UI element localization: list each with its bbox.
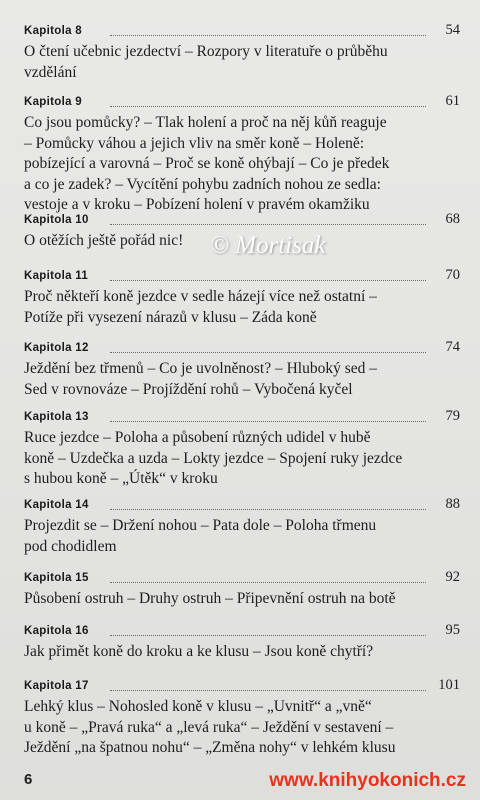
chapter-label: Kapitola 11 — [24, 270, 89, 282]
chapter-label: Kapitola 15 — [24, 572, 89, 584]
chapter-description — [24, 359, 460, 400]
toc-entry — [24, 408, 460, 490]
toc-entry — [24, 267, 460, 328]
dotted-leader — [110, 224, 426, 225]
chapter-label: Kapitola 16 — [24, 625, 89, 637]
toc-entry — [24, 622, 460, 663]
toc-entry-header — [24, 677, 460, 695]
description-line: Sed v rovnováze – Projíždění rohů – Vybočená kyčel — [24, 380, 353, 398]
chapter-description — [24, 642, 460, 663]
chapter-label: Kapitola 8 — [24, 25, 82, 37]
toc-entry — [24, 93, 460, 216]
dotted-leader — [110, 352, 426, 353]
description-line: Lehký klus – Nohosled koně v klusu – „Uvnitř“ a „vně“ — [24, 698, 372, 715]
toc-entry — [24, 496, 460, 557]
description-line: vzdělání — [24, 63, 77, 81]
description-line: O čtení učebnic jezdectví – Rozpory v literatuře o průběhu — [24, 43, 388, 60]
chapter-label: Kapitola 9 — [24, 96, 82, 108]
toc-entry-header — [24, 22, 460, 40]
toc-entry-header — [24, 339, 460, 357]
description-line: Ježdění „na špatnou nohu“ – „Změna nohy“ v lehkém klusu — [24, 739, 396, 756]
chapter-description — [24, 428, 460, 490]
description-line: Jak přimět koně do kroku a ke klusu – Jsou koně chytří? — [24, 643, 374, 660]
description-line: Působení ostruh – Druhy ostruh – Připevnění ostruh na botě — [24, 590, 396, 607]
description-line: vestoje a v kroku – Pobízení holení v pravém okamžiku — [24, 196, 370, 213]
chapter-label: Kapitola 17 — [24, 680, 89, 692]
toc-entry-header — [24, 211, 460, 229]
dotted-leader — [110, 582, 426, 583]
chapter-label: Kapitola 13 — [24, 411, 89, 423]
toc-entry — [24, 677, 460, 759]
description-line: Co jsou pomůcky? – Tlak holení a proč na něj kůň reaguje — [24, 114, 387, 131]
chapter-description — [24, 113, 460, 216]
chapter-description — [24, 589, 460, 610]
toc-entry — [24, 569, 460, 610]
page-number: 61 — [445, 93, 460, 109]
chapter-label: Kapitola 14 — [24, 499, 89, 511]
description-line: s hubou koně – „Útěk“ v kroku — [24, 470, 218, 487]
toc-entry — [24, 22, 460, 83]
toc-entry-header — [24, 93, 460, 111]
dotted-leader — [110, 35, 426, 36]
description-line: – Pomůcky váhou a jejich vliv na směr koně – Holeně: — [24, 134, 365, 152]
dotted-leader — [110, 635, 426, 636]
page-folio: 6 — [24, 771, 33, 788]
description-line: Ježdění bez třmenů – Co je uvolněnost? – Hluboký sed – — [24, 360, 377, 377]
description-line: u koně – „Pravá ruka“ a „levá ruka“ – Ježdění v sestavení – — [24, 718, 394, 736]
page-number: 54 — [445, 22, 460, 38]
description-line: koně – Uzdečka a uzda – Lokty jezdce – Spojení ruky jezdce — [24, 449, 403, 467]
description-line: Ruce jezdce – Poloha a působení různých udidel v hubě — [24, 429, 371, 446]
description-line: pod chodidlem — [24, 537, 117, 555]
toc-entry-header — [24, 569, 460, 587]
watermark: © Mortisak — [210, 232, 326, 259]
description-line: Potíže při vysezení nárazů v klusu – Záda koně — [24, 308, 317, 326]
chapter-label: Kapitola 10 — [24, 214, 89, 226]
toc-entry-header — [24, 496, 460, 514]
description-line: O otěžích ještě pořád nic! — [24, 232, 184, 249]
chapter-description — [24, 287, 460, 328]
page-number: 70 — [445, 267, 460, 283]
description-line: Proč někteří koně jezdce v sedle házejí více než ostatní – — [24, 288, 377, 305]
description-line: a co je zadek? – Vycítění pohybu zadních nohou ze sedla: — [24, 175, 381, 193]
page-number: 101 — [438, 677, 460, 693]
dotted-leader — [110, 690, 426, 691]
chapter-description — [24, 42, 460, 83]
dotted-leader — [110, 421, 426, 422]
dotted-leader — [110, 509, 426, 510]
chapter-description — [24, 697, 460, 759]
toc-entry-header — [24, 408, 460, 426]
website-link[interactable]: www.knihyokonich.cz — [269, 770, 466, 791]
page-number: 68 — [445, 211, 460, 227]
description-line: pobízející a varovná – Proč se koně ohýbají – Co je předek — [24, 155, 390, 172]
page-number: 95 — [445, 622, 460, 638]
page-number: 79 — [445, 408, 460, 424]
page-number: 92 — [445, 569, 460, 585]
toc-entry — [24, 339, 460, 400]
page-number: 88 — [445, 496, 460, 512]
description-line: Projezdit se – Držení nohou – Pata dole – Poloha třmenu — [24, 517, 377, 534]
dotted-leader — [110, 106, 426, 107]
toc-entry-header — [24, 267, 460, 285]
toc-entry-header — [24, 622, 460, 640]
page-number: 74 — [445, 339, 460, 355]
chapter-description — [24, 516, 460, 557]
dotted-leader — [110, 280, 426, 281]
chapter-label: Kapitola 12 — [24, 342, 89, 354]
